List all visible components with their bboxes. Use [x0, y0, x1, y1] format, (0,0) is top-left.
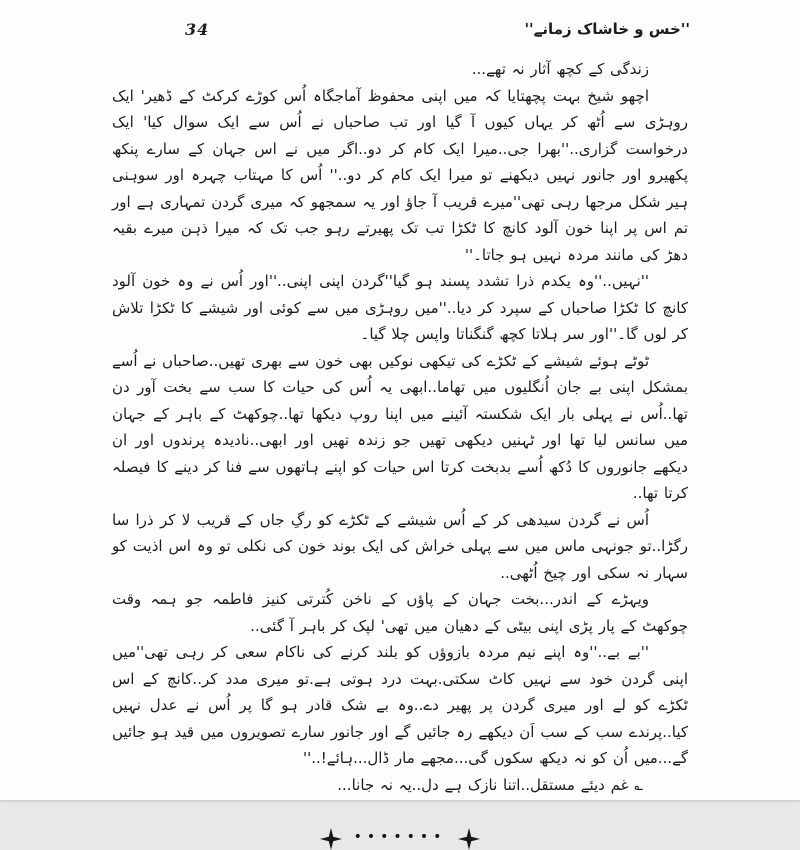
- paragraph: زندگی کے کچھ آثار نہ تھے...: [471, 60, 649, 78]
- page-number: 34: [185, 20, 210, 39]
- section-divider: [112, 828, 688, 850]
- four-pointed-star-icon: [458, 828, 480, 850]
- divider-dots: •••••••: [353, 829, 447, 845]
- paragraph: اچھو شیخ بہت پچھتایا کہ میں اپنی محفوظ آماجگاہ اُس کوڑے کرکٹ کے ڈھیر' ایک روہڑی سے اُٹھ کر یہاں کیوں آ گیا اور تب صاحباں نے اُس سے ایک سوال کیا' ایک درخواست گزاری..''بھرا جی..میرا ایک کام کر دو..اگر میں نے اس جہان کے سارے پنکھ پکھیرو اور جانور نہیں دیکھنے تو میرا ایک کام کر دو..'' اُس کا مہتاب چہرہ اور سوہنی ہیر شکل مرجھا رہی تھی''میرے قریب آ جاؤ اور یہ سمجھو کہ میری گردن تمہاری ہے اور تم اس پر اپنا خون آلود کانچ کا ٹکڑا تب تک پھیرتے رہو جب تک کہ میرا ذہن میرے بقیہ دھڑ کی مانند مردہ نہیں ہو جاتا۔'': [112, 86, 688, 264]
- verse-line: ؎ غم دیئے مستقل..اتنا نازک ہے دل..یہ نہ جانا...: [337, 775, 643, 794]
- page-body: [112, 56, 688, 850]
- page-header: [112, 20, 690, 39]
- paragraph: ٹوٹے ہوئے شیشے کے ٹکڑے کی تیکھی نوکیں بھی خون سے بھری تھیں..صاحباں نے اُسے بمشکل اپنی بے جان اُنگلیوں میں تھاما..ابھی یہ اُس کی حیات کا سب سے بخت آور دن تھا..اُس نے پہلی بار ایک شکستہ آئینے میں اپنا روپ دیکھا تھا..چوکھٹ کے باہر کے جہان میں سانس لیا تھا اور ٹہنیں دیکھی تھیں جو زندہ تھیں اور ابھی..نادیدہ پرندوں اور ان دیکھے جانوروں کا دُکھ اُسے بدبخت کرتا اس حیات کو اپنے ہاتھوں سے فنا کر دینے کا فیصلہ کرتا تھا..: [112, 351, 688, 502]
- paragraph: ''نہیں..''وہ یکدم ذرا تشدد پسند ہو گیا''گردن اپنی اپنی..''اور اُس نے وہ خون آلود کانچ کا ٹکڑا صاحباں کے سپرد کر دیا..''میں روہڑی میں سے کوئی اور شیشے کا ٹکڑا تلاش کر لوں گا۔''اور سر ہلاتا کچھ گنگناتا واپس چلا گیا۔: [112, 272, 688, 343]
- paragraph: ''بے بے..''وہ اپنے نیم مردہ بازوؤں کو بلند کرنے کی ناکام سعی کر رہی تھی''میں اپنی گردن خود سے نہیں کاٹ سکتی.بہت درد ہوتی ہے.تو میری مدد کر..کانچ کے اس ٹکڑے کو لے اور میری گردن پر پھیر دے..وہ بے شک قادر ہو گا پر اُس نے عدل نہیں کیا..پرندے سب کے سب اَن دیکھے رہ جائیں گے اور جانور سارے تصویروں میں قید ہو جائیں گے...میں اُن کو نہ دیکھ سکوں گی...مجھے مار ڈال...ہائے!..'': [112, 643, 688, 767]
- paragraph: اُس نے گردن سیدھی کر کے اُس شیشے کے ٹکڑے کو رگِ جاں کے قریب لا کر ذرا سا رگڑا..تو جونہی ماس میں سے پہلی خراش کی ایک بوند خون کی نکلی تو وہ اس اذیت کو سہار نہ سکی اور چیخ اُٹھی..: [112, 510, 688, 582]
- book-title: ''خس و خاشاک زمانے'': [524, 20, 690, 38]
- four-pointed-star-icon: [320, 828, 342, 850]
- paragraph: ویہڑے کے اندر...بخت جہان کے پاؤں کے ناخن کُترتی کنیز فاطمہ جو ہمہ وقت چوکھٹ کے پار پڑی اپنی بیٹی کے دھیان میں تھی' لپک کر باہر آ گئی..: [112, 590, 688, 635]
